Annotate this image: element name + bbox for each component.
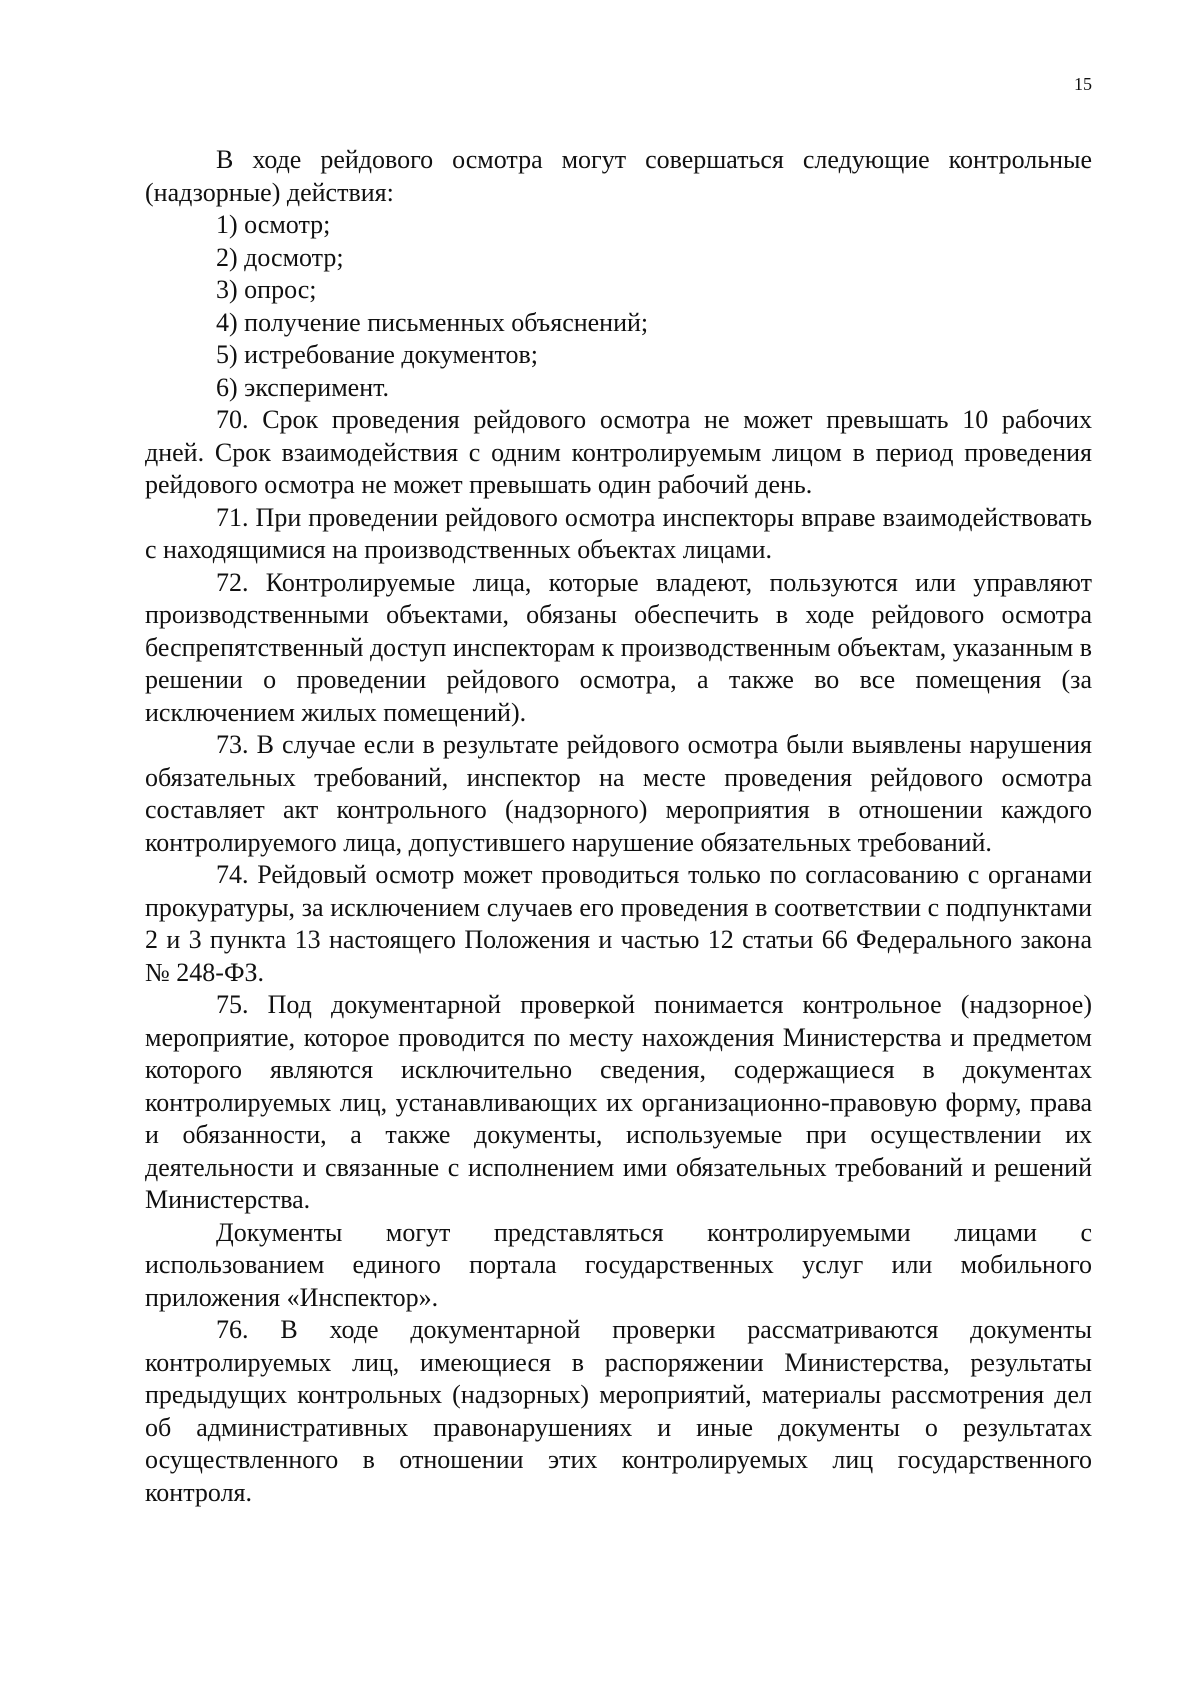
list-item: 5) истребование документов;	[216, 340, 538, 369]
paragraph-72: 72. Контролируемые лица, которые владеют, пользуются или управляют производственными объектами, обязаны обеспечить в ходе рейдового осмотра беспрепятственный доступ инспекторам к производственным объектам, указанным в решении о проведении рейдового осмотра, а также во все помещения (за исключением жилых помещений).	[145, 567, 1092, 727]
intro-paragraph: В ходе рейдового осмотра могут совершаться следующие контрольные (надзорные) действия:	[145, 145, 1092, 207]
list-item: 6) эксперимент.	[216, 372, 390, 402]
paragraph-73: 73. В случае если в результате рейдового осмотра были выявлены нарушения обязательных требований, инспектор на месте проведения рейдового осмотра составляет акт контрольного (надзорного) мероприятия в отношении каждого контролируемого лица, допустившего нарушение обязательных требований.	[145, 730, 1092, 857]
paragraph-75: 75. Под документарной проверкой понимается контрольное (надзорное) мероприятие, которое проводится по месту нахождения Министерства и предметом которого являются исключительно сведения, содержащиеся в документах контролируемых лиц, устанавливающих их организационно-правовую форму, права и обязанности, а также документы, используемые при осуществлении их деятельности и связанные с исполнением ими обязательных требований и решений Министерства.	[145, 990, 1092, 1214]
list-item: 1) осмотр;	[216, 210, 331, 239]
paragraph-71: 71. При проведении рейдового осмотра инспекторы вправе взаимодействовать с находящимися на производственных объектах лицами.	[145, 502, 1092, 564]
paragraph-70: 70. Срок проведения рейдового осмотра не может превышать 10 рабочих дней. Срок взаимодействия с одним контролируемым лицом в период проведения рейдового осмотра не может превышать один рабочий день.	[145, 405, 1092, 499]
paragraph-76: 76. В ходе документарной проверки рассматриваются документы контролируемых лиц, имеющиеся в распоряжении Министерства, результаты предыдущих контрольных (надзорных) мероприятий, материалы рассмотрения дел об административных правонарушениях и иные документы о результатах осуществленного в отношении этих контролируемых лиц государственного контроля.	[145, 1315, 1092, 1507]
list-item: 2) досмотр;	[216, 242, 344, 272]
document-body	[145, 144, 1092, 1509]
paragraph-documents: Документы могут представляться контролируемыми лицами с использованием единого портала государственных услуг или мобильного приложения «Инспектор».	[145, 1217, 1092, 1312]
page-number: 15	[1074, 74, 1092, 94]
paragraph-74: 74. Рейдовый осмотр может проводиться только по согласованию с органами прокуратуры, за исключением случаев его проведения в соответствии с подпунктами 2 и 3 пункта 13 настоящего Положения и частью 12 статьи 66 Федерального закона № 248-ФЗ.	[145, 860, 1092, 987]
list-item: 3) опрос;	[216, 275, 317, 304]
actions-list	[145, 209, 1092, 404]
list-item: 4) получение письменных объяснений;	[216, 307, 649, 337]
